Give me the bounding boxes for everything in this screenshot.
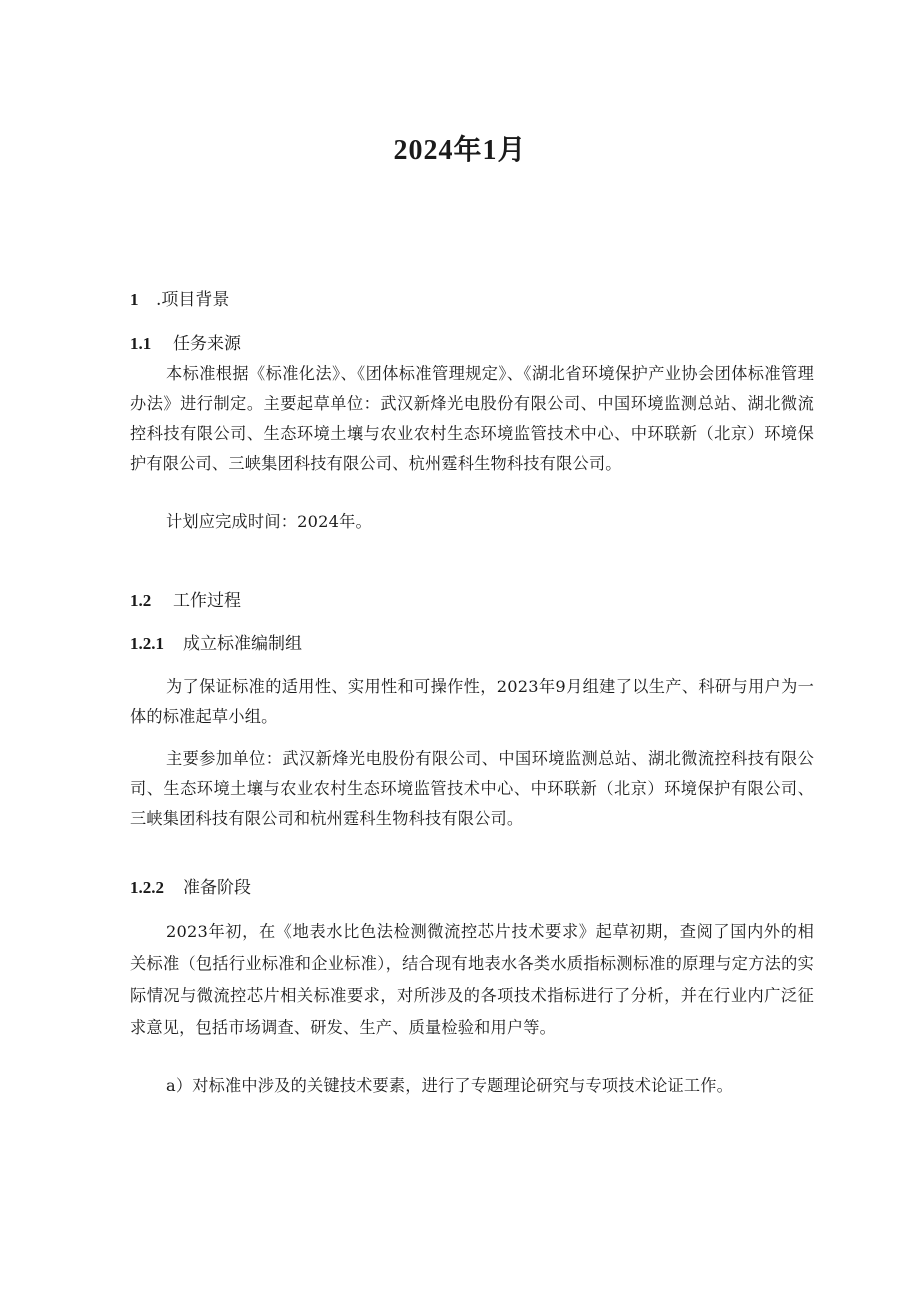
section-number: 1.1	[130, 334, 152, 353]
section-title: 工作过程	[173, 591, 241, 611]
section-1-heading	[130, 285, 229, 310]
section-1-2-heading	[130, 586, 241, 611]
paragraph-preparation-stage: 2023年初，在《地表水比色法检测微流控芯片技术要求》起草初期，查阅了国内外的相关标准（包括行业标准和企业标准），结合现有地表水各类水质指标测标准的原理与定方法的实际情况与微流控芯片相关标准要求，对所涉及的各项技术指标进行了分析，并在行业内广泛征求意见，包括市场调查、研发、生产、质量检验和用户等。	[130, 922, 814, 1037]
section-title: 成立标准编制组	[183, 634, 302, 654]
section-number: 1.2.2	[130, 878, 164, 897]
section-number: 1.2.1	[130, 634, 164, 653]
paragraph-item-a: a）对标准中涉及的关键技术要素，进行了专题理论研究与专项技术论证工作。	[166, 1076, 734, 1095]
paragraph-task-source: 本标准根据《标准化法》、《团体标准管理规定》、《湖北省环境保护产业协会团体标准管理办法》进行制定。主要起草单位：武汉新烽光电股份有限公司、中国环境监测总站、湖北微流控科技有限公司、生态环境土壤与农业农村生态环境监管技术中心、中环联新（北京）环境保护有限公司、三峡集团科技有限公司、杭州霆科生物科技有限公司。	[130, 364, 814, 473]
section-1-1-heading	[130, 329, 241, 354]
section-title: 任务来源	[173, 334, 241, 354]
section-title: .项目背景	[156, 290, 230, 310]
section-number: 1	[130, 290, 139, 309]
section-1-2-2-heading	[130, 873, 251, 898]
section-title: 准备阶段	[183, 878, 251, 898]
paragraph-participating-units: 主要参加单位：武汉新烽光电股份有限公司、中国环境监测总站、湖北微流控科技有限公司、生态环境土壤与农业农村生态环境监管技术中心、中环联新（北京）环境保护有限公司、三峡集团科技有限公司和杭州霆科生物科技有限公司。	[130, 749, 814, 828]
paragraph-group-formation: 为了保证标准的适用性、实用性和可操作性，2023年9月组建了以生产、科研与用户为一体的标准起草小组。	[130, 677, 814, 726]
section-1-2-1-heading	[130, 629, 302, 654]
section-number: 1.2	[130, 591, 152, 610]
paragraph-completion-time: 计划应完成时间：2024年。	[166, 512, 372, 531]
date-title: 2024年1月	[393, 135, 527, 166]
